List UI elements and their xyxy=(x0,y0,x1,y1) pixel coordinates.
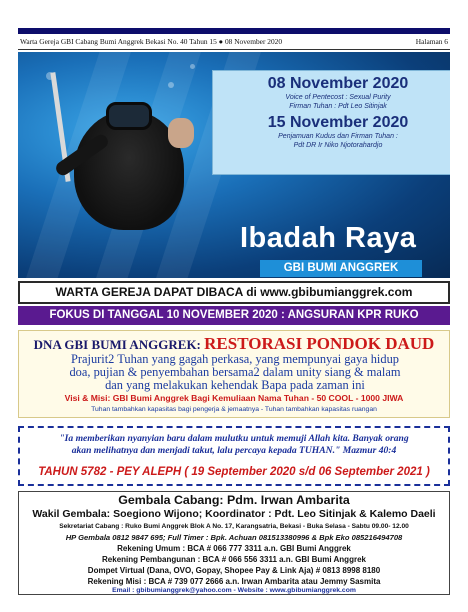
verse-text xyxy=(24,433,444,457)
header-line xyxy=(18,37,450,49)
restorasi-heading: RESTORASI PONDOK DAUD xyxy=(204,334,435,353)
year-theme: TAHUN 5782 - PEY ALEPH ( 19 September 2020 s/d 06 September 2021 ) xyxy=(38,466,430,478)
header-rule xyxy=(18,49,450,50)
church-name-label: GBI BUMI ANGGREK xyxy=(260,260,422,277)
verse-line: akan melihatnya dan menjadi takut, lalu percaya kepada TUHAN." Mazmur 40:4 xyxy=(71,445,397,456)
capacity-prayer: Tuhan tambahkan kapasitas bagi pengerja & jemaatnya - Tuhan tambahkan kapasitas ruangan xyxy=(91,406,377,413)
verse-section xyxy=(18,426,450,486)
contact-section xyxy=(18,491,450,595)
body-line: dan yang melakukan kehendak Bapa pada zaman ini xyxy=(105,378,365,392)
hero-banner xyxy=(18,52,450,278)
service-dates-box xyxy=(212,70,450,175)
date-1-topic: Voice of Pentecost : Sexual Purity xyxy=(285,94,391,101)
service-title: Ibadah Raya xyxy=(240,222,417,254)
rekening-misi: Rekening Misi : BCA # 739 077 2666 a.n. Irwan Ambarita atau Jemmy Sasmita xyxy=(87,577,381,586)
date-2-speaker: Pdt DR Ir Niko Njotorahardjo xyxy=(293,142,383,149)
dompet-virtual: Dompet Virtual (Dana, OVO, Gopay, Shopee Pay & Link Aja) # 0813 8998 8180 xyxy=(87,566,381,575)
secretariat-line: Sekretariat Cabang : Ruko Bumi Anggrek Blok A No. 17, Karangsatria, Bekasi - Buka Selasa - Sabtu 09.00- 12.00 xyxy=(59,523,409,530)
date-1-speaker: Firman Tuhan : Pdt Leo Sitinjak xyxy=(289,103,387,110)
visi-misi: Visi & Misi: GBI Bumi Anggrek Bagi Kemuliaan Nama Tuhan - 50 COOL - 1000 JIWA xyxy=(64,393,404,403)
body-line: Prajurit2 Tuhan yang gagah perkasa, yang mempunyai gaya hidup xyxy=(71,352,399,366)
vice-pastor-line: Wakil Gembala: Soegiono Wijono; Koordinator : Pdt. Leo Sitinjak & Kalemo Daeli xyxy=(32,508,436,520)
website-banner: WARTA GEREJA DAPAT DIBACA di www.gbibumianggrek.com xyxy=(18,281,450,304)
pastor-title: Gembala Cabang: Pdm. Irwan Ambarita xyxy=(118,493,350,507)
diver-hand xyxy=(168,118,194,148)
date-2: 15 November 2020 xyxy=(267,114,409,131)
header-page-number: Halaman 6 xyxy=(415,37,448,46)
email-website-line[interactable]: Email : gbibumianggrek@yahoo.com - Website : www.gbibumianggrek.com xyxy=(112,587,356,594)
dna-label: DNA GBI BUMI ANGGREK: xyxy=(33,337,205,352)
verse-line: "Ia memberikan nyanyian baru dalam mulutku untuk memuji Allah kita. Banyak orang xyxy=(59,433,409,444)
restorasi-section xyxy=(18,330,450,418)
bubble xyxy=(168,82,174,88)
rekening-pembangunan: Rekening Pembangunan : BCA # 066 556 3311 a.n. GBI Bumi Anggrek xyxy=(102,555,366,564)
body-line: doa, pujian & penyembahan bersama2 dalam unity siang & malam xyxy=(69,365,401,379)
header-issue-info: Warta Gereja GBI Cabang Bumi Anggrek Bekasi No. 40 Tahun 15 ● 08 November 2020 xyxy=(20,37,283,46)
rekening-umum: Rekening Umum : BCA # 066 777 3311 a.n. GBI Bumi Anggrek xyxy=(117,544,351,553)
restorasi-body xyxy=(23,353,447,392)
focus-banner: FOKUS DI TANGGAL 10 NOVEMBER 2020 : ANGSURAN KPR RUKO xyxy=(18,306,450,325)
date-1: 08 November 2020 xyxy=(267,75,409,92)
date-2-topic: Penjamuan Kudus dan Firman Tuhan : xyxy=(278,133,398,140)
restorasi-title xyxy=(19,334,449,354)
phone-line: HP Gembala 0812 9847 695; Full Timer : Bpk. Achuan 081513380996 & Bpk Eko 085216494708 xyxy=(65,533,403,542)
diver-mask xyxy=(106,102,152,130)
bubble xyxy=(190,64,195,69)
header-bar xyxy=(18,28,450,34)
